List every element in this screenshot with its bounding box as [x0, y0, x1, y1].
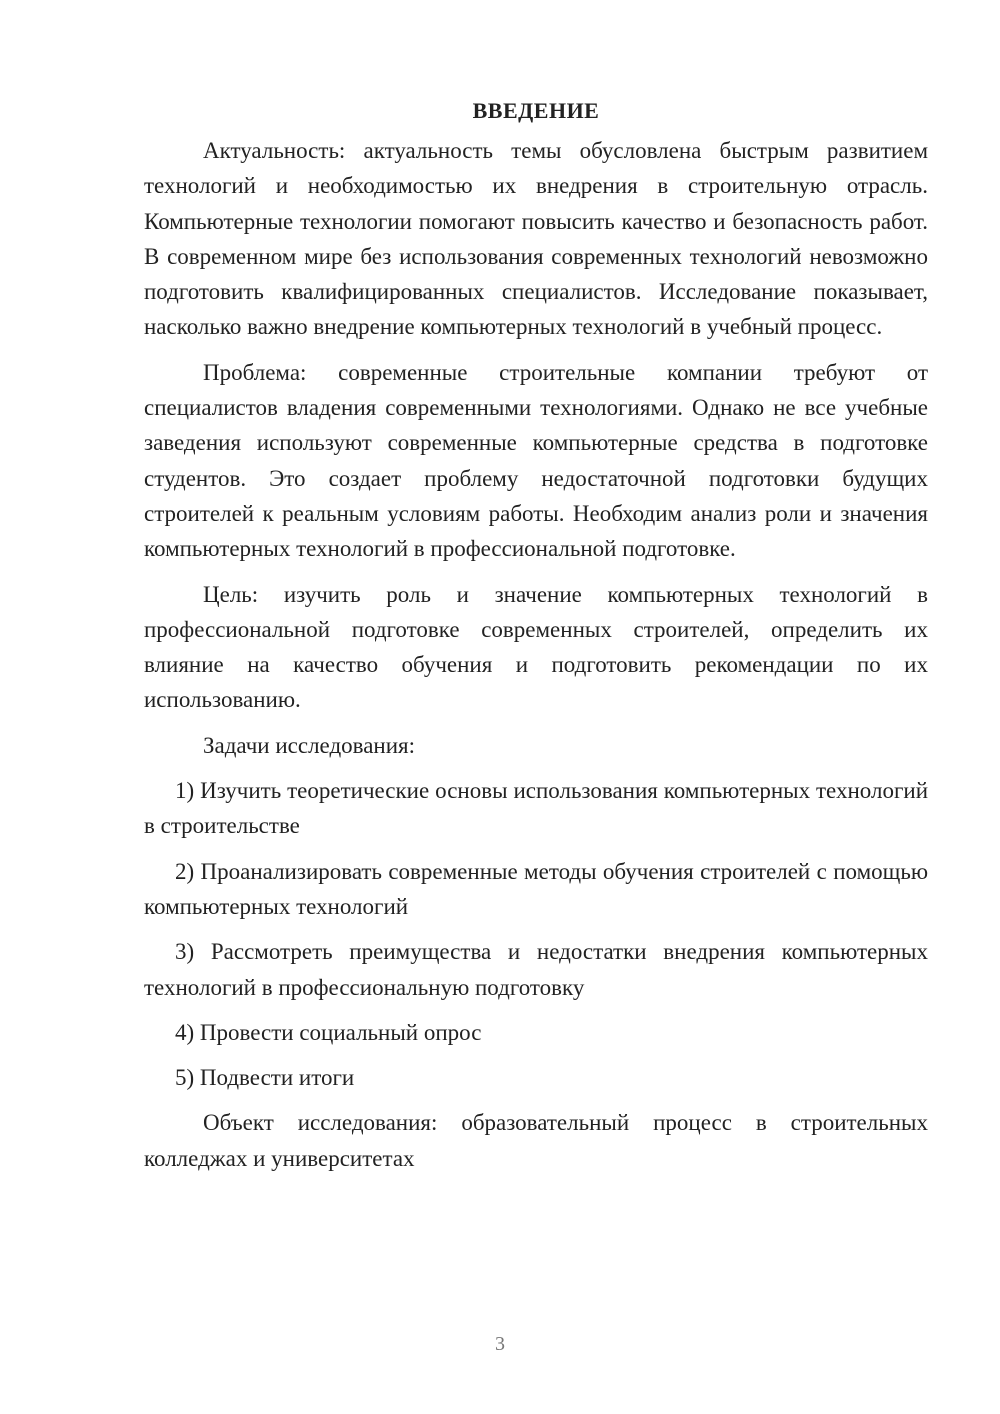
problem-paragraph: Проблема: современные строительные компании требуют от специалистов владения современными технологиями. Однако не все учебные заведения используют современные компьютерные средства в подготовке студентов. Это создает проблему недостаточной подготовки будущих строителей к реальным условиям работы. Необходим анализ роли и значения компьютерных технологий в профессиональной подготовке.	[144, 359, 928, 562]
page-title: ВВЕДЕНИЕ	[472, 98, 600, 123]
object-paragraph: Объект исследования: образовательный процесс в строительных колледжах и университетах	[144, 1110, 928, 1171]
goal-paragraph: Цель: изучить роль и значение компьютерных технологий в профессиональной подготовке современных строителей, определить их влияние на качество обучения и подготовить рекомендации по их использованию.	[144, 581, 928, 713]
task-item: 3) Рассмотреть преимущества и недостатки внедрения компьютерных технологий в профессиональную подготовку	[144, 939, 928, 1000]
task-item: 1) Изучить теоретические основы использования компьютерных технологий в строительстве	[144, 778, 928, 839]
page-number: 3	[495, 1333, 505, 1355]
task-item: 4) Провести социальный опрос	[175, 1019, 482, 1045]
task-item: 2) Проанализировать современные методы обучения строителей с помощью компьютерных технологий	[144, 858, 928, 919]
relevance-paragraph: Актуальность: актуальность темы обусловлена быстрым развитием технологий и необходимостью их внедрения в строительную отрасль. Компьютерные технологии помогают повысить качество и безопасность работ. В современном мире без использования современных технологий невозможно подготовить квалифицированных специалистов. Исследование показывает, насколько важно внедрение компьютерных технологий в учебный процесс.	[144, 138, 928, 340]
page-content	[144, 95, 928, 1186]
tasks-heading: Задачи исследования:	[203, 732, 416, 758]
task-item: 5) Подвести итоги	[175, 1065, 355, 1091]
